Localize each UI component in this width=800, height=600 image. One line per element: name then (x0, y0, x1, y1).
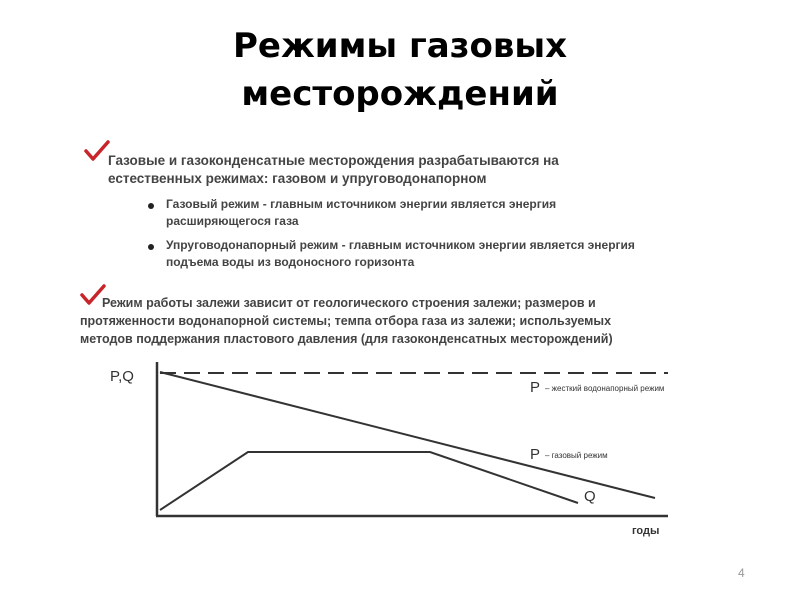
curve-q (160, 452, 578, 510)
sub-point-2-line-1: Упруговодонапорный режим - главным источником энергии является энергия (166, 238, 635, 252)
point-2-line-3: методов поддержания пластового давления (для газоконденсатных месторождений) (80, 332, 613, 346)
point-1-line-2: естественных режимах: газовом и упруговодонапорном (108, 171, 487, 186)
sub-point-1-line-2: расширяющегося газа (166, 214, 299, 228)
curve-2-label: – газовый режим (545, 451, 608, 460)
point-2-line-2: протяженности водонапорной системы; темпа отбора газа из залежи; используемых (80, 314, 612, 328)
point-1-line-1: Газовые и газоконденсатные месторождения разрабатываются на (108, 153, 559, 168)
point-2-line-1: Режим работы залежи зависит от геологического строения залежи; размеров и (102, 296, 596, 310)
curve-3-symbol: Q (584, 488, 596, 505)
title-line-1: Режимы газовых (232, 26, 568, 66)
page-number: 4 (738, 566, 745, 580)
curve-1-symbol: P (530, 379, 541, 396)
curve-2-symbol: P (530, 446, 541, 463)
y-axis-label: P,Q (110, 368, 134, 385)
x-axis-label: годы (632, 525, 660, 537)
sub-point-1-line-1: Газовый режим - главным источником энергии является энергия (166, 197, 557, 211)
curve-1-label: – жесткий водонапорный режим (545, 384, 665, 393)
sub-point-2-line-2: подъема воды из водоносного горизонта (166, 255, 415, 269)
title-line-2: месторождений (241, 74, 559, 114)
